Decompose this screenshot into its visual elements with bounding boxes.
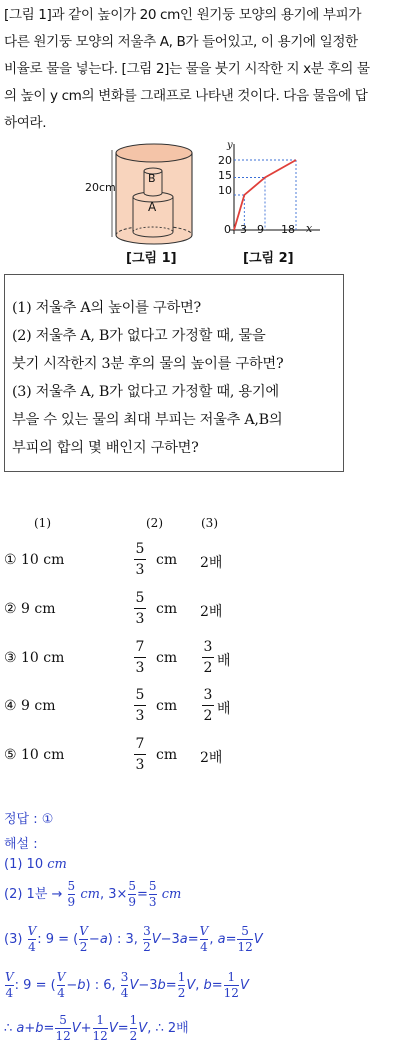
question-line-4: (3) 저울추 A, B가 없다고 가정할 때, 용기에 <box>12 384 279 400</box>
intro-line-3: 비율로 물을 넣는다. [그림 2]는 물을 붓기 시작한 지 x분 후의 물 <box>4 61 370 77</box>
option-4-part3-fraction: 3 2 <box>203 687 213 724</box>
y-tick-15: 15 <box>218 169 232 182</box>
figure2-caption: [그림 2] <box>243 251 294 266</box>
option-1-part1: ① 10 cm <box>4 552 65 568</box>
option-4-part3-unit: 배 <box>217 701 231 717</box>
option-4-part1: ④ 9 cm <box>4 698 56 714</box>
y-axis-label: y <box>227 140 233 151</box>
option-4-part2-unit: cm <box>156 698 178 714</box>
column-header-2: (2) <box>146 516 163 530</box>
explanation-part2: (2) 1분 → $\frac{5}{9}$ cm, 3× $\frac{5}{9}$ = $\frac{5}{3}$ cm <box>4 879 182 909</box>
question-line-3: 붓기 시작한지 3분 후의 물의 높이를 구하면? <box>12 356 284 372</box>
origin-label: 0 <box>224 223 231 236</box>
option-1-part2-unit: cm <box>156 552 178 568</box>
y-tick-10: 10 <box>218 184 232 197</box>
answer-value: ① <box>41 812 54 827</box>
option-4-part2-fraction: 5 3 <box>135 687 145 724</box>
problem-statement <box>4 2 396 137</box>
option-5-part2-unit: cm <box>156 747 178 763</box>
column-header-1: (1) <box>34 516 51 530</box>
x-tick-18: 18 <box>281 223 295 236</box>
option-3-part2-unit: cm <box>156 650 178 666</box>
option-5-part2-fraction: 7 3 <box>135 736 145 773</box>
figure1-height-label: 20cm <box>85 181 116 194</box>
option-3-part2-fraction: 7 3 <box>135 639 145 676</box>
explanation-part1: (1) 10 cm <box>4 857 67 872</box>
column-header-3: (3) <box>201 516 218 530</box>
x-axis-label: x <box>306 222 313 235</box>
option-2-part1: ② 9 cm <box>4 601 56 617</box>
option-3-part3-unit: 배 <box>217 653 231 669</box>
option-3-part1: ③ 10 cm <box>4 650 65 666</box>
explanation-part3-line3: ∴ a+b= $\frac{5}{12}$ V+ $\frac{1}{12}$ V= $\frac{1}{2}$ V, ∴ 2배 <box>4 1013 189 1043</box>
question-line-1: (1) 저울추 A의 높이를 구하면? <box>12 300 201 316</box>
option-1-part2-fraction: 5 3 <box>135 541 145 578</box>
option-5-part3: 2배 <box>200 750 223 766</box>
intro-line-2: 다른 원기둥 모양의 저울추 A, B가 들어있고, 이 용기에 일정한 <box>4 34 358 50</box>
explanation-part3-line1: (3) $\frac{V}{4}$ : 9 = ( $\frac{V}{2}$ −a) : 3, $\frac{3}{2}$ V−3a= $\frac{V}{4}$ , a= $\frac{5}{12}$ V <box>4 924 263 954</box>
intro-line-1: [그림 1]과 같이 높이가 20 cm인 원기둥 모양의 용기에 부피가 <box>4 7 362 23</box>
question-line-2: (2) 저울추 A, B가 없다고 가정할 때, 물을 <box>12 328 266 344</box>
question-line-6: 부피의 합의 몇 배인지 구하면? <box>12 440 199 456</box>
question-box <box>4 274 344 472</box>
answer-line <box>4 808 53 827</box>
x-tick-3: 3 <box>240 223 247 236</box>
question-line-5: 부을 수 있는 물의 최대 부피는 저울추 A,B의 <box>12 412 283 428</box>
explanation-label: 해설 : <box>4 837 38 852</box>
option-3-part3-fraction: 3 2 <box>203 639 213 676</box>
option-1-part3: 2배 <box>200 555 223 571</box>
figure1-cylinder <box>84 140 194 248</box>
figure1-weight-b-label: B <box>148 172 156 185</box>
y-tick-20: 20 <box>218 154 232 167</box>
figure1-caption: [그림 1] <box>126 251 177 266</box>
option-5-part1: ⑤ 10 cm <box>4 747 65 763</box>
option-2-part3: 2배 <box>200 604 223 620</box>
answer-label: 정답 : <box>4 812 38 827</box>
intro-line-5: 하여라. <box>4 115 47 131</box>
option-2-part2-unit: cm <box>156 601 178 617</box>
explanation-part3-line2: $\frac{V}{4}$ : 9 = ( $\frac{V}{4}$ −b) : 6, $\frac{3}{4}$ V−3b= $\frac{1}{2}$ V, b= $\frac{1}{12}$ V <box>5 970 249 1000</box>
option-2-part2-fraction: 5 3 <box>135 590 145 627</box>
intro-line-4: 의 높이 y cm의 변화를 그래프로 나타낸 것이다. 다음 물음에 답 <box>4 88 368 104</box>
x-tick-9: 9 <box>257 223 264 236</box>
figure1-weight-a-label: A <box>148 200 157 214</box>
